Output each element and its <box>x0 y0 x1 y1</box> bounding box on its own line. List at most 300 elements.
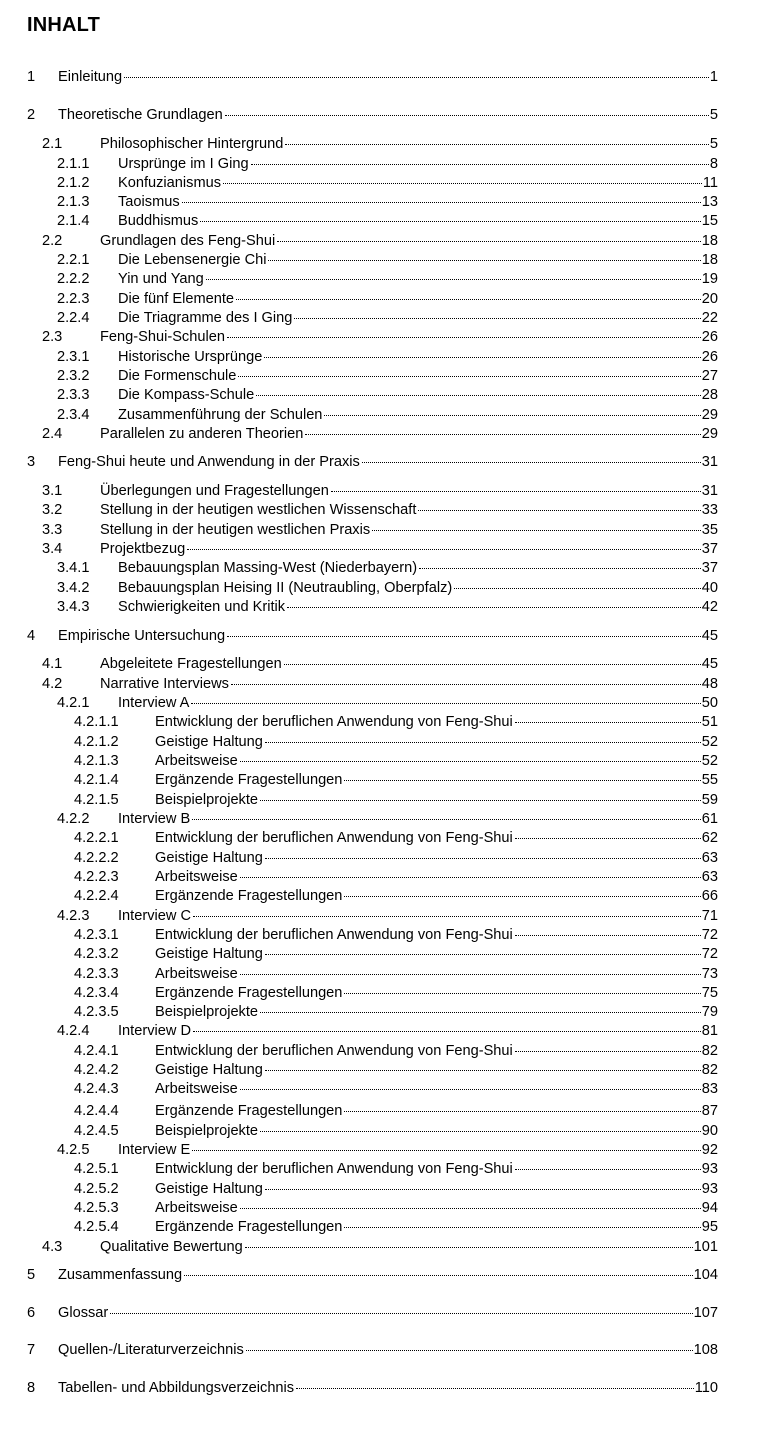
dot-leader <box>223 182 702 184</box>
toc-entry-page: 92 <box>701 1142 718 1158</box>
toc-entry[interactable] <box>0 694 765 712</box>
toc-entry-page: 28 <box>701 387 718 403</box>
toc-entry-title: Stellung in der heutigen westlichen Wissenschaft <box>100 502 417 518</box>
toc-entry[interactable] <box>0 1180 765 1198</box>
toc-entry-line <box>118 694 718 712</box>
dot-leader <box>287 606 701 608</box>
toc-entry-number: 4.2.2 <box>57 811 90 827</box>
toc-entry[interactable] <box>0 1266 765 1284</box>
toc-entry-page: 81 <box>701 1023 718 1039</box>
toc-entry[interactable] <box>0 791 765 809</box>
toc-entry-line <box>100 540 718 558</box>
toc-entry-title: Interview A <box>118 695 190 711</box>
dot-leader <box>260 799 701 801</box>
toc-entry[interactable] <box>0 1199 765 1217</box>
toc-entry-line <box>58 627 718 645</box>
toc-entry-title: Historische Ursprünge <box>118 349 263 365</box>
toc-entry[interactable] <box>0 752 765 770</box>
toc-entry-title: Konfuzianismus <box>118 175 222 191</box>
toc-entry-title: Arbeitsweise <box>155 869 238 885</box>
toc-entry-line <box>155 1122 718 1140</box>
dot-leader <box>240 1207 701 1209</box>
dot-leader <box>372 529 701 531</box>
toc-entry-line <box>118 348 718 366</box>
toc-entry-page: 22 <box>701 310 718 326</box>
toc-entry-line <box>155 926 718 944</box>
toc-entry-title: Die Formenschule <box>118 368 237 384</box>
toc-entry-number: 4.2.2.4 <box>74 888 119 904</box>
toc-entry-title: Parallelen zu anderen Theorien <box>100 426 304 442</box>
toc-entry-number: 2.2.3 <box>57 291 90 307</box>
toc-entry-number: 3 <box>27 454 36 470</box>
toc-entry[interactable] <box>0 945 765 963</box>
toc-entry-number: 2.2.1 <box>57 252 90 268</box>
toc-entry-page: 19 <box>701 271 718 287</box>
toc-entry-page: 15 <box>701 213 718 229</box>
toc-entry-title: Grundlagen des Feng-Shui <box>100 233 276 249</box>
toc-entry-line <box>118 212 718 230</box>
toc-entry-title: Beispielprojekte <box>155 1004 259 1020</box>
toc-entry-line <box>155 1042 718 1060</box>
toc-entry-number: 3.4 <box>42 541 63 557</box>
toc-entry-number: 4.2.1.5 <box>74 792 119 808</box>
dot-leader <box>192 818 701 820</box>
toc-entry[interactable] <box>0 1141 765 1159</box>
toc-entry-number: 5 <box>27 1267 36 1283</box>
dot-leader <box>515 721 701 723</box>
toc-entry-title: Zusammenfassung <box>58 1267 183 1283</box>
toc-entry-title: Ursprünge im I Ging <box>118 156 249 172</box>
toc-entry-line <box>118 367 718 385</box>
toc-entry-page: 90 <box>701 1123 718 1139</box>
dot-leader <box>227 336 701 338</box>
toc-entry-number: 4.2.2.1 <box>74 830 119 846</box>
toc-entry[interactable] <box>0 1238 765 1256</box>
toc-entry-page: 93 <box>701 1181 718 1197</box>
dot-leader <box>344 1226 700 1228</box>
toc-entry-number: 4.2.3.5 <box>74 1004 119 1020</box>
toc-entry[interactable] <box>0 367 765 385</box>
dot-leader <box>260 1130 701 1132</box>
toc-entry[interactable] <box>0 453 765 471</box>
dot-leader <box>418 509 700 511</box>
dot-leader <box>344 992 700 994</box>
toc-entry-number: 2.4 <box>42 426 63 442</box>
toc-entry-line <box>155 965 718 983</box>
toc-entry-title: Ergänzende Fragestellungen <box>155 985 343 1001</box>
toc-entry-line <box>118 1022 718 1040</box>
toc-entry-number: 2.1 <box>42 136 63 152</box>
toc-entry-title: Abgeleitete Fragestellungen <box>100 656 282 672</box>
toc-entry-title: Taoismus <box>118 194 180 210</box>
toc-entry-title: Glossar <box>58 1305 109 1321</box>
toc-entry-line <box>118 155 718 173</box>
toc-entry-number: 2.1.2 <box>57 175 90 191</box>
toc-entry-page: 63 <box>701 850 718 866</box>
toc-entry-line <box>155 791 718 809</box>
toc-entry[interactable] <box>0 270 765 288</box>
toc-entry-number: 4 <box>27 628 36 644</box>
toc-entry-title: Geistige Haltung <box>155 734 263 750</box>
toc-entry-page: 61 <box>701 811 718 827</box>
dot-leader <box>200 220 700 222</box>
toc-entry-page: 82 <box>701 1043 718 1059</box>
toc-entry-title: Arbeitsweise <box>155 1081 238 1097</box>
toc-entry-number: 2.3.1 <box>57 349 90 365</box>
toc-entry-page: 13 <box>701 194 718 210</box>
toc-entry-line <box>100 675 718 693</box>
toc-entry[interactable] <box>0 1122 765 1140</box>
toc-entry-number: 4.2.3.1 <box>74 927 119 943</box>
toc-entry[interactable] <box>0 771 765 789</box>
toc-entry-line <box>118 810 718 828</box>
toc-title: INHALT <box>27 14 101 36</box>
toc-entry-line <box>155 1102 718 1120</box>
toc-entry[interactable] <box>0 328 765 346</box>
toc-entry-line <box>155 984 718 1002</box>
toc-entry[interactable] <box>0 1379 765 1397</box>
toc-entry-line <box>155 1180 718 1198</box>
toc-entry-page: 27 <box>701 368 718 384</box>
toc-entry-line <box>100 655 718 673</box>
toc-entry-page: 72 <box>701 927 718 943</box>
dot-leader <box>184 1274 693 1276</box>
toc-entry-title: Beispielprojekte <box>155 792 259 808</box>
toc-entry-page: 71 <box>701 908 718 924</box>
toc-entry[interactable] <box>0 1102 765 1120</box>
toc-entry-line <box>100 501 718 519</box>
toc-entry-title: Arbeitsweise <box>155 966 238 982</box>
toc-entry-number: 4.2.1.4 <box>74 772 119 788</box>
toc-entry-line <box>100 482 718 500</box>
toc-entry-line <box>118 174 718 192</box>
toc-entry-line <box>100 232 718 250</box>
toc-entry-title: Überlegungen und Fragestellungen <box>100 483 329 499</box>
toc-entry-title: Arbeitsweise <box>155 1200 238 1216</box>
toc-entry-line <box>155 887 718 905</box>
toc-entry[interactable] <box>0 521 765 539</box>
dot-leader <box>305 433 700 435</box>
dot-leader <box>515 1168 701 1170</box>
toc-entry-line <box>118 579 718 597</box>
dot-leader <box>240 1088 701 1090</box>
dot-leader <box>192 1149 701 1151</box>
toc-entry[interactable] <box>0 829 765 847</box>
toc-entry[interactable] <box>0 406 765 424</box>
toc-entry-page: 37 <box>701 541 718 557</box>
toc-entry[interactable] <box>0 425 765 443</box>
toc-entry-page: 66 <box>701 888 718 904</box>
toc-entry-page: 93 <box>701 1161 718 1177</box>
toc-entry[interactable] <box>0 1061 765 1079</box>
dot-leader <box>256 394 700 396</box>
toc-entry[interactable] <box>0 675 765 693</box>
toc-entry-number: 4.2.5.1 <box>74 1161 119 1177</box>
toc-entry-page: 35 <box>701 522 718 538</box>
dot-leader <box>285 143 709 145</box>
toc-entry-number: 4.2.3.4 <box>74 985 119 1001</box>
toc-entry-page: 104 <box>693 1267 718 1283</box>
toc-entry-line <box>58 1341 718 1359</box>
toc-entry-number: 2.3 <box>42 329 63 345</box>
toc-entry[interactable] <box>0 348 765 366</box>
toc-entry-number: 4.2.4.1 <box>74 1043 119 1059</box>
toc-entry-number: 4.2.1 <box>57 695 90 711</box>
toc-entry-title: Feng-Shui heute und Anwendung in der Praxis <box>58 454 360 470</box>
toc-entry[interactable] <box>0 501 765 519</box>
toc-entry[interactable] <box>0 106 765 124</box>
toc-entry-number: 2.3.2 <box>57 368 90 384</box>
toc-entry[interactable] <box>0 193 765 211</box>
toc-entry-title: Ergänzende Fragestellungen <box>155 1219 343 1235</box>
toc-entry-line <box>155 829 718 847</box>
dot-leader <box>251 163 709 165</box>
toc-entry[interactable] <box>0 232 765 250</box>
toc-entry[interactable] <box>0 135 765 153</box>
toc-entry-page: 42 <box>701 599 718 615</box>
toc-entry-page: 33 <box>701 502 718 518</box>
toc-entry-line <box>155 733 718 751</box>
toc-entry-page: 8 <box>709 156 718 172</box>
toc-entry-page: 82 <box>701 1062 718 1078</box>
toc-entry-page: 55 <box>701 772 718 788</box>
toc-entry-title: Entwicklung der beruflichen Anwendung von Feng-Shui <box>155 1043 513 1059</box>
toc-entry[interactable] <box>0 68 765 86</box>
toc-entry-number: 2.1.4 <box>57 213 90 229</box>
toc-entry-line <box>118 270 718 288</box>
toc-entry-page: 26 <box>701 349 718 365</box>
toc-entry-page: 18 <box>701 233 718 249</box>
toc-entry-page: 18 <box>701 252 718 268</box>
toc-entry-page: 75 <box>701 985 718 1001</box>
toc-entry[interactable] <box>0 810 765 828</box>
toc-entry-title: Einleitung <box>58 69 123 85</box>
toc-entry-line <box>100 328 718 346</box>
toc-entry[interactable] <box>0 1218 765 1236</box>
toc-entry-line <box>118 559 718 577</box>
toc-entry-page: 72 <box>701 946 718 962</box>
toc-entry[interactable] <box>0 174 765 192</box>
toc-entry-page: 63 <box>701 869 718 885</box>
toc-entry-number: 4.1 <box>42 656 63 672</box>
dot-leader <box>344 1110 700 1112</box>
toc-entry-page: 45 <box>701 628 718 644</box>
dot-leader <box>124 76 709 78</box>
toc-entry-title: Narrative Interviews <box>100 676 229 692</box>
toc-entry[interactable] <box>0 1022 765 1040</box>
toc-entry[interactable] <box>0 1304 765 1322</box>
toc-entry-number: 4.2.4.4 <box>74 1103 119 1119</box>
toc-entry[interactable] <box>0 868 765 886</box>
dot-leader <box>246 1349 693 1351</box>
toc-entry[interactable] <box>0 984 765 1002</box>
toc-entry-line <box>58 68 718 86</box>
toc-entry-page: 52 <box>701 753 718 769</box>
toc-entry-line <box>118 290 718 308</box>
toc-entry[interactable] <box>0 965 765 983</box>
toc-entry-number: 2.2.4 <box>57 310 90 326</box>
toc-entry-page: 62 <box>701 830 718 846</box>
dot-leader <box>193 915 701 917</box>
toc-entry[interactable] <box>0 1003 765 1021</box>
toc-entry-number: 4.2 <box>42 676 63 692</box>
toc-entry[interactable] <box>0 290 765 308</box>
toc-entry[interactable] <box>0 598 765 616</box>
toc-entry[interactable] <box>0 212 765 230</box>
toc-entry[interactable] <box>0 1080 765 1098</box>
toc-entry-line <box>100 135 718 153</box>
toc-entry-number: 2.3.4 <box>57 407 90 423</box>
toc-entry-page: 40 <box>701 580 718 596</box>
toc-entry-page: 87 <box>701 1103 718 1119</box>
toc-entry-line <box>155 1160 718 1178</box>
toc-entry-line <box>155 1199 718 1217</box>
toc-entry-number: 2.2 <box>42 233 63 249</box>
dot-leader <box>296 1387 694 1389</box>
toc-entry[interactable] <box>0 655 765 673</box>
toc-entry-line <box>155 1061 718 1079</box>
dot-leader <box>110 1312 692 1314</box>
toc-entry[interactable] <box>0 849 765 867</box>
toc-entry[interactable] <box>0 559 765 577</box>
toc-entry-line <box>58 1304 718 1322</box>
toc-entry-number: 4.2.1.2 <box>74 734 119 750</box>
toc-entry-number: 4.2.4.5 <box>74 1123 119 1139</box>
toc-entry-title: Ergänzende Fragestellungen <box>155 888 343 904</box>
dot-leader <box>284 663 701 665</box>
toc-entry-title: Projektbezug <box>100 541 186 557</box>
dot-leader <box>240 760 701 762</box>
toc-entry-page: 26 <box>701 329 718 345</box>
dot-leader <box>277 240 701 242</box>
dot-leader <box>265 1069 701 1071</box>
toc-entry-page: 20 <box>701 291 718 307</box>
toc-entry-title: Entwicklung der beruflichen Anwendung von Feng-Shui <box>155 927 513 943</box>
dot-leader <box>260 1011 701 1013</box>
dot-leader <box>231 683 701 685</box>
toc-entry[interactable] <box>0 309 765 327</box>
toc-entry-title: Geistige Haltung <box>155 1181 263 1197</box>
toc-entry-number: 2 <box>27 107 36 123</box>
toc-entry[interactable] <box>0 926 765 944</box>
toc-entry[interactable] <box>0 579 765 597</box>
toc-entry-page: 31 <box>701 454 718 470</box>
toc-entry-number: 4.2.4 <box>57 1023 90 1039</box>
dot-leader <box>182 201 701 203</box>
toc-entry-page: 37 <box>701 560 718 576</box>
toc-entry-page: 73 <box>701 966 718 982</box>
dot-leader <box>265 741 701 743</box>
toc-entry-line <box>155 1003 718 1021</box>
dot-leader <box>264 356 700 358</box>
toc-entry-title: Empirische Untersuchung <box>58 628 226 644</box>
toc-entry-line <box>118 907 718 925</box>
toc-entry-title: Geistige Haltung <box>155 850 263 866</box>
toc-entry-number: 4.2.1.3 <box>74 753 119 769</box>
toc-entry-number: 4.2.3 <box>57 908 90 924</box>
toc-entry-number: 4.2.1.1 <box>74 714 119 730</box>
toc-entry-line <box>118 386 718 404</box>
toc-entry-number: 4.2.4.2 <box>74 1062 119 1078</box>
dot-leader <box>265 857 701 859</box>
toc-entry-page: 11 <box>702 175 718 191</box>
toc-entry-line <box>58 453 718 471</box>
toc-entry-line <box>100 425 718 443</box>
dot-leader <box>344 779 700 781</box>
dot-leader <box>227 635 701 637</box>
dot-leader <box>515 1050 701 1052</box>
toc-entry-number: 2.1.1 <box>57 156 90 172</box>
toc-entry[interactable] <box>0 251 765 269</box>
toc-entry-page: 79 <box>701 1004 718 1020</box>
toc-entry-number: 3.2 <box>42 502 63 518</box>
toc-entry[interactable] <box>0 155 765 173</box>
dot-leader <box>240 973 701 975</box>
toc-entry[interactable] <box>0 1042 765 1060</box>
toc-entry-title: Tabellen- und Abbildungsverzeichnis <box>58 1380 295 1396</box>
toc-entry-title: Philosophischer Hintergrund <box>100 136 284 152</box>
toc-entry-title: Theoretische Grundlagen <box>58 107 223 123</box>
dot-leader <box>419 567 701 569</box>
dot-leader <box>454 587 701 589</box>
dot-leader <box>324 414 700 416</box>
toc-entry[interactable] <box>0 887 765 905</box>
toc-entry-title: Geistige Haltung <box>155 1062 263 1078</box>
toc-entry-number: 3.4.1 <box>57 560 90 576</box>
toc-entry-line <box>100 1238 718 1256</box>
toc-entry-line <box>155 945 718 963</box>
toc-entry-number: 1 <box>27 69 36 85</box>
toc-entry-number: 4.3 <box>42 1239 63 1255</box>
toc-entry-number: 4.2.3.2 <box>74 946 119 962</box>
toc-entry-page: 45 <box>701 656 718 672</box>
toc-entry-page: 50 <box>701 695 718 711</box>
toc-entry[interactable] <box>0 540 765 558</box>
toc-entry-title: Interview E <box>118 1142 191 1158</box>
toc-entry-number: 3.4.2 <box>57 580 90 596</box>
toc-entry[interactable] <box>0 386 765 404</box>
toc-entry[interactable] <box>0 907 765 925</box>
toc-entry[interactable] <box>0 713 765 731</box>
toc-entry[interactable] <box>0 1341 765 1359</box>
toc-entry[interactable] <box>0 733 765 751</box>
toc-entry-title: Die Lebensenergie Chi <box>118 252 267 268</box>
toc-entry-number: 4.2.2.3 <box>74 869 119 885</box>
toc-entry-page: 51 <box>701 714 718 730</box>
toc-entry-title: Die fünf Elemente <box>118 291 235 307</box>
dot-leader <box>191 702 700 704</box>
dot-leader <box>240 876 701 878</box>
toc-entry-line <box>58 1266 718 1284</box>
toc-entry-title: Stellung in der heutigen westlichen Praxis <box>100 522 371 538</box>
toc-entry-page: 107 <box>693 1305 718 1321</box>
toc-entry-title: Schwierigkeiten und Kritik <box>118 599 286 615</box>
toc-entry-number: 4.2.3.3 <box>74 966 119 982</box>
toc-entry[interactable] <box>0 1160 765 1178</box>
toc-entry-title: Bebauungsplan Massing-West (Niederbayern) <box>118 560 418 576</box>
toc-entry[interactable] <box>0 482 765 500</box>
toc-entry-page: 94 <box>701 1200 718 1216</box>
toc-entry-number: 4.2.5.4 <box>74 1219 119 1235</box>
toc-entry-line <box>58 1379 718 1397</box>
toc-entry-number: 8 <box>27 1380 36 1396</box>
toc-entry-number: 6 <box>27 1305 36 1321</box>
toc-entry-line <box>118 1141 718 1159</box>
toc-entry-number: 4.2.5.2 <box>74 1181 119 1197</box>
toc-entry-line <box>100 521 718 539</box>
toc-entry-line <box>155 849 718 867</box>
toc-entry[interactable] <box>0 627 765 645</box>
